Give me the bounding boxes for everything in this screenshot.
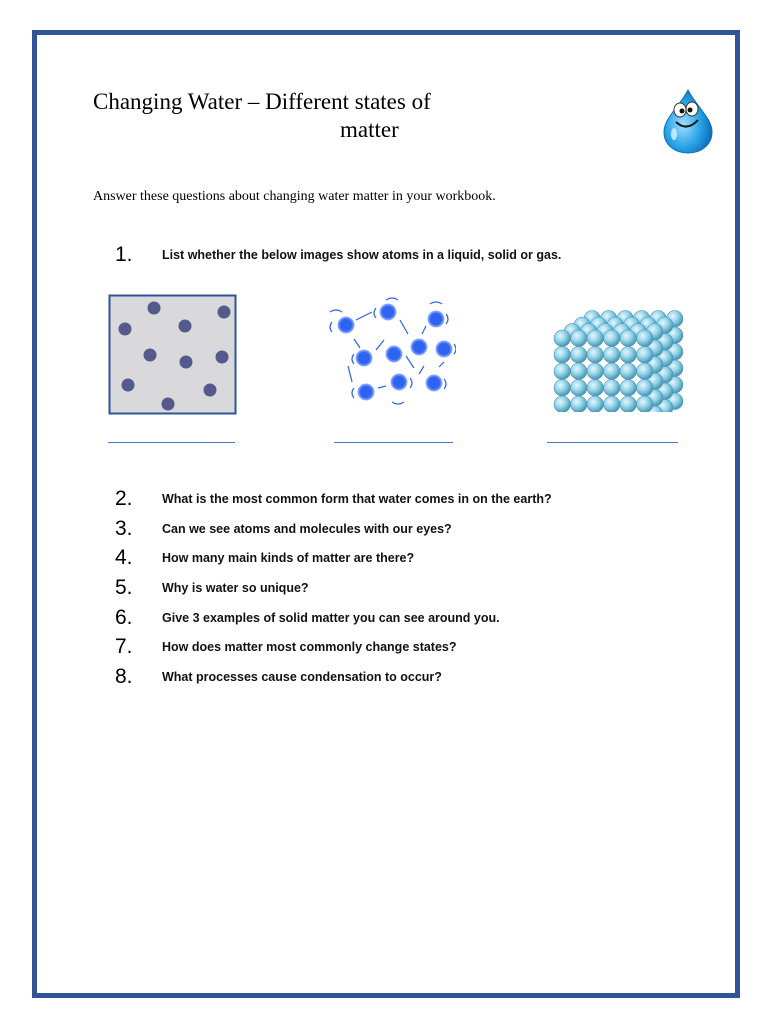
- question-1: [115, 242, 561, 268]
- lattice-sphere: [554, 380, 570, 396]
- title-line-1: Changing Water – Different states of: [93, 89, 431, 114]
- page-border: [32, 30, 740, 998]
- lattice-sphere: [604, 330, 620, 346]
- lattice-sphere: [604, 396, 620, 412]
- question-6: [115, 605, 500, 631]
- lattice-sphere: [620, 363, 636, 379]
- lattice-sphere: [587, 330, 603, 346]
- lattice-sphere: [620, 380, 636, 396]
- question-text: List whether the below images show atoms in a liquid, solid or gas.: [162, 248, 562, 262]
- question-number: 1.: [115, 243, 133, 266]
- question-number: 3.: [115, 517, 133, 540]
- lattice-sphere: [587, 347, 603, 363]
- question-text: Why is water so unique?: [162, 581, 309, 595]
- question-5: [115, 575, 309, 601]
- lattice-sphere: [554, 347, 570, 363]
- lattice-sphere: [637, 347, 653, 363]
- answer-line-3[interactable]: [547, 442, 678, 443]
- worksheet-title: [93, 88, 513, 144]
- question-2: [115, 486, 552, 512]
- lattice-sphere: [637, 330, 653, 346]
- lattice-sphere: [637, 380, 653, 396]
- answer-line-2[interactable]: [334, 442, 453, 443]
- lattice-sphere: [571, 363, 587, 379]
- lattice-sphere: [637, 396, 653, 412]
- question-number: 7.: [115, 635, 133, 658]
- title-line-2: matter: [340, 117, 399, 142]
- lattice-sphere: [604, 347, 620, 363]
- question-number: 8.: [115, 665, 133, 688]
- lattice-sphere: [587, 396, 603, 412]
- lattice-sphere: [554, 396, 570, 412]
- question-3: [115, 516, 452, 542]
- lattice-sphere: [571, 396, 587, 412]
- question-text: Give 3 examples of solid matter you can see around you.: [162, 611, 500, 625]
- lattice-sphere: [620, 396, 636, 412]
- question-text: What processes cause condensation to occur?: [162, 670, 442, 684]
- question-8: [115, 664, 442, 690]
- lattice-sphere: [620, 330, 636, 346]
- question-text: Can we see atoms and molecules with our eyes?: [162, 522, 452, 536]
- lattice-sphere: [604, 380, 620, 396]
- lattice-sphere: [604, 363, 620, 379]
- lattice-sphere: [571, 380, 587, 396]
- lattice-sphere: [587, 380, 603, 396]
- question-7: [115, 634, 457, 660]
- lattice-sphere: [620, 347, 636, 363]
- particles-spread-icon: [108, 294, 238, 416]
- instructions: Answer these questions about changing water matter in your workbook.: [93, 189, 496, 204]
- question-number: 4.: [115, 546, 133, 569]
- lattice-sphere: [571, 330, 587, 346]
- lattice-sphere: [571, 347, 587, 363]
- question-4: [115, 545, 414, 571]
- question-text: How does matter most commonly change states?: [162, 640, 457, 654]
- lattice-sphere: [554, 330, 570, 346]
- question-text: How many main kinds of matter are there?: [162, 551, 415, 565]
- particles-cube-icon: [546, 292, 688, 412]
- question-number: 5.: [115, 576, 133, 599]
- question-number: 2.: [115, 487, 133, 510]
- water-drop-icon: [660, 88, 716, 154]
- particles-moving-icon: [326, 294, 456, 410]
- lattice-sphere: [587, 363, 603, 379]
- answer-line-1[interactable]: [108, 442, 235, 443]
- question-number: 6.: [115, 606, 133, 629]
- lattice-sphere: [554, 363, 570, 379]
- question-text: What is the most common form that water comes in on the earth?: [162, 492, 552, 506]
- lattice-sphere: [637, 363, 653, 379]
